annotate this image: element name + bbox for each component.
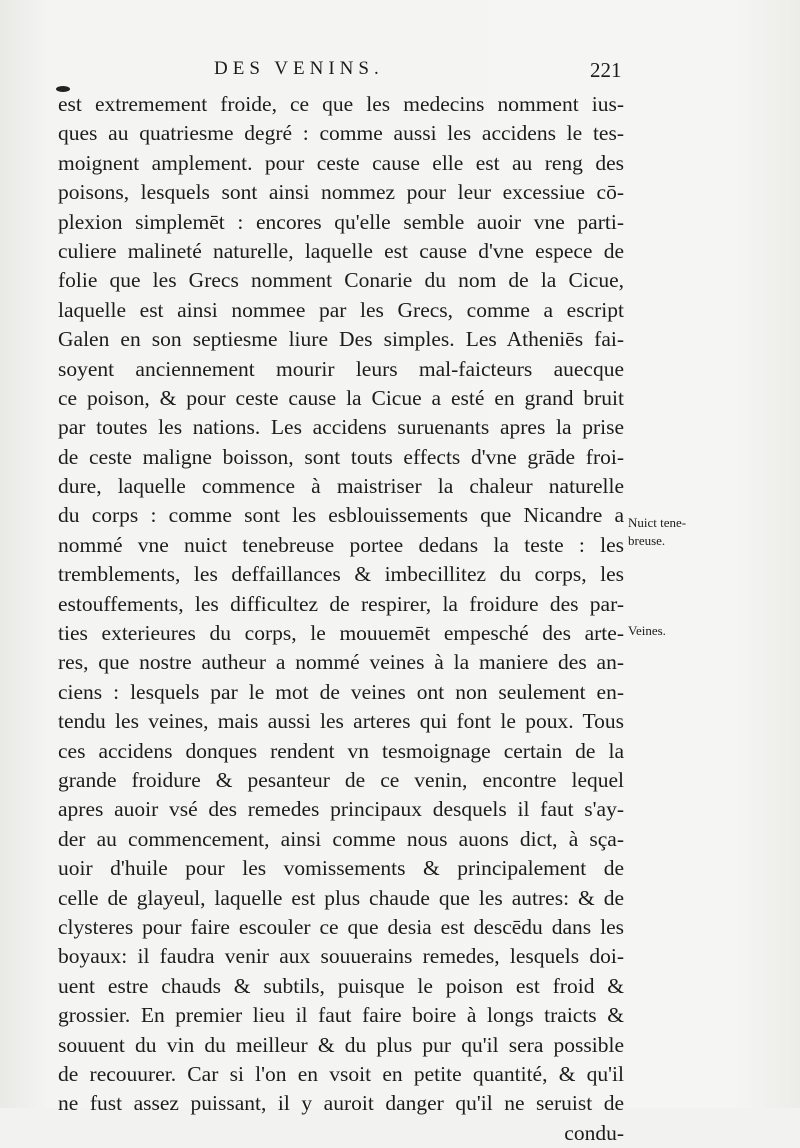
text-line: de ceste maligne boisson, sont touts effects d'vne grāde froi- [58, 444, 624, 469]
text-line: ques au quatriesme degré : comme aussi les accidens le tes- [58, 121, 624, 146]
text-line: du corps : comme sont les esblouissements que Nicandre a [58, 503, 624, 528]
text-line: de recouurer. Car si l'on en vsoit en petite quantité, & qu'il [58, 1061, 624, 1086]
text-line: boyaux: il faudra venir aux souuerains remedes, lesquels doi- [58, 944, 624, 969]
running-head: DES VENINS. [214, 58, 384, 79]
margin-note-nuict [628, 514, 686, 550]
text-line: ce poison, & pour ceste cause la Cicue a esté en grand bruit [58, 385, 624, 410]
text-line: Galen en son septiesme liure Des simples. Les Atheniēs fai- [58, 327, 624, 352]
margin-note-line: breuse. [628, 533, 666, 548]
text-line: moignent amplement. pour ceste cause elle est au reng des [58, 150, 624, 175]
text-line: culiere malineté naturelle, laquelle est cause d'vne espece de [58, 238, 624, 263]
text-line: apres auoir vsé des remedes principaux desquels il faut s'ay- [58, 797, 624, 822]
body-text [58, 90, 624, 1148]
text-line: dure, laquelle commence à maistriser la chaleur naturelle [58, 474, 624, 499]
text-line: res, que nostre autheur a nommé veines à la maniere des an- [58, 650, 624, 675]
text-line: ne fust assez puissant, il y auroit danger qu'il ne seruist de [58, 1091, 624, 1116]
page-number: 221 [590, 58, 622, 82]
text-line: ces accidens donques rendent vn tesmoignage certain de la [58, 738, 624, 763]
margin-note-line: Nuict tene- [628, 515, 687, 530]
text-line: laquelle est ainsi nommee par les Grecs, comme a escript [58, 297, 624, 322]
text-line: ties exterieures du corps, le mouuemēt empesché des arte- [58, 621, 624, 646]
text-line: soyent anciennement mourir leurs mal-faicteurs auecque [58, 356, 624, 381]
text-line: tendu les veines, mais aussi les arteres qui font le poux. Tous [58, 709, 624, 734]
text-line: estouffements, les difficultez de respirer, la froidure des par- [58, 591, 624, 616]
text-line: clysteres pour faire escouler ce que desia est descēdu dans les [58, 914, 624, 939]
text-line: est extremement froide, ce que les medecins nomment ius- [58, 92, 624, 116]
text-line: grossier. En premier lieu il faut faire boire à longs traicts & [58, 1003, 624, 1028]
text-line: ciens : lesquels par le mot de veines ont non seulement en- [58, 679, 624, 704]
text-line: par toutes les nations. Les accidens suruenants apres la prise [58, 415, 624, 440]
text-line: uent estre chauds & subtils, puisque le poison est froid & [58, 973, 624, 998]
text-line: grande froidure & pesanteur de ce venin, encontre lequel [58, 767, 624, 792]
text-line: souuent du vin du meilleur & du plus pur qu'il sera possible [58, 1032, 624, 1057]
text-line: folie que les Grecs nomment Conarie du nom de la Cicue, [58, 268, 624, 293]
text-line: celle de glayeul, laquelle est plus chaude que les autres: & de [58, 885, 624, 910]
text-line: poisons, lesquels sont ainsi nommez pour leur excessiue cō- [58, 180, 624, 205]
text-line: nommé vne nuict tenebreuse portee dedans la teste : les [58, 532, 624, 557]
margin-note-veines: Veines. [628, 623, 666, 638]
text-line: tremblements, les deffaillances & imbecillitez du corps, les [58, 562, 624, 587]
text-line: plexion simplemēt : encores qu'elle semble auoir vne parti- [58, 209, 624, 234]
catchword: condu- [564, 1120, 624, 1145]
text-line: der au commencement, ainsi comme nous auons dict, à sça- [58, 826, 624, 851]
text-line: uoir d'huile pour les vomissements & principalement de [58, 856, 624, 881]
